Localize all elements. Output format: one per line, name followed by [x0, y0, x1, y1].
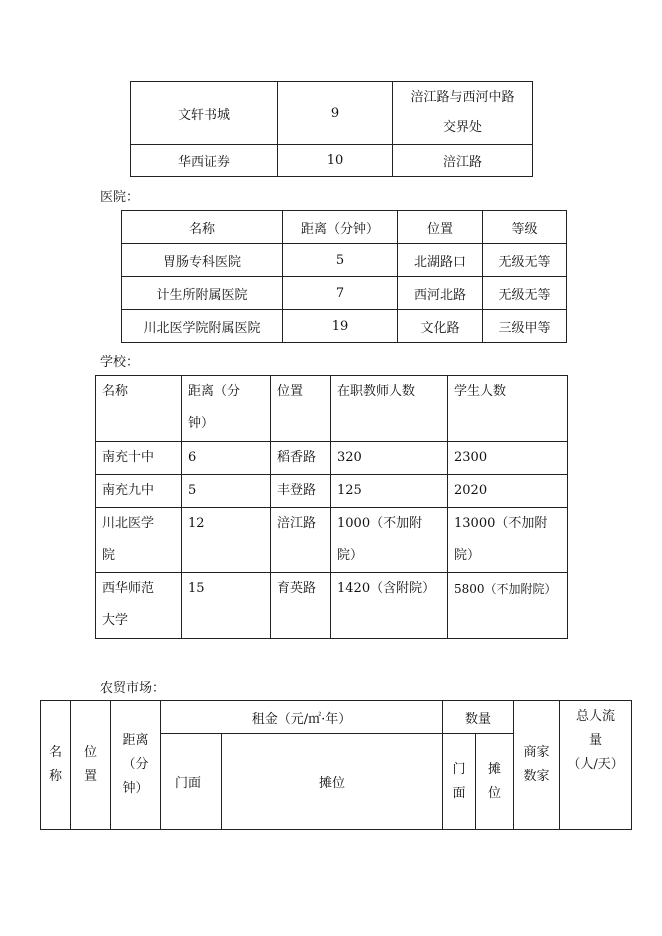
column-header [560, 701, 632, 830]
column-header [271, 376, 331, 442]
table-cell [331, 442, 448, 475]
column-header [514, 701, 560, 830]
cell-line: 川北医学 [102, 516, 155, 531]
header-line: 摊 [488, 761, 502, 777]
table-cell [393, 82, 533, 145]
table-row [122, 277, 567, 310]
column-header: 摊位 [222, 734, 443, 830]
table-cell [331, 573, 448, 639]
table-cell [331, 475, 448, 508]
cell-line: 涪江路与西河中路 [410, 90, 515, 105]
table-row [96, 475, 568, 508]
cell-line: 院） [454, 548, 481, 563]
cell-line: 2300 [454, 450, 488, 465]
table-header-row [41, 701, 632, 734]
table-row [122, 244, 567, 277]
cell-line: 15 [188, 581, 205, 596]
header-line: 称 [48, 769, 62, 784]
table-cell: 涪江路 [393, 145, 533, 177]
table-cell [271, 442, 331, 475]
column-header [443, 734, 476, 830]
column-header [161, 734, 222, 830]
table-row [131, 145, 533, 177]
table-cell [96, 573, 182, 639]
header-line: 置 [83, 769, 97, 784]
school-section-label: 学校： [100, 355, 140, 370]
table-cell [448, 475, 568, 508]
cell-line: 大学 [102, 613, 129, 628]
column-header: 位置 [398, 211, 483, 244]
table-cell [271, 508, 331, 573]
header-line: 面 [452, 785, 466, 801]
column-header: 距离（分钟） [283, 211, 398, 244]
header-line: 总人流 [576, 709, 616, 724]
header-line: 数家 [523, 769, 550, 784]
column-header [96, 376, 182, 442]
header-teachers: 在职教师人数 [337, 384, 416, 399]
column-header [71, 701, 111, 830]
table-cell [448, 573, 568, 639]
table-cell: 无级无等 [483, 277, 567, 310]
header-line: 门面 [175, 776, 202, 791]
header-line: 钟） [122, 781, 149, 796]
table-header-row [96, 376, 568, 442]
column-header [448, 376, 568, 442]
cell-line: 南充十中 [102, 450, 155, 465]
table-cell: 计生所附属医院 [122, 277, 283, 310]
table-cell [96, 508, 182, 573]
table-row [96, 442, 568, 475]
column-header [41, 701, 71, 830]
header-name: 名称 [102, 384, 129, 399]
column-header [476, 734, 514, 830]
header-line: 位 [83, 745, 97, 760]
table-cell [182, 442, 271, 475]
cell-line: 13000（不加附 [454, 516, 548, 531]
column-header: 租金（元/㎡·年） [161, 701, 443, 734]
table-row [131, 82, 533, 145]
header-line: （分 [122, 757, 149, 772]
table-cell: 华西证券 [131, 145, 278, 177]
cell-line: 5800（不加附院） [454, 582, 557, 596]
column-header: 名称 [122, 211, 283, 244]
table-cell [331, 508, 448, 573]
header-line: 名 [48, 745, 62, 760]
table-cell [271, 573, 331, 639]
cell-line: 西华师范 [102, 581, 155, 596]
table-cell: 10 [278, 145, 393, 177]
market-section-label: 农贸市场： [100, 681, 166, 696]
cell-line: 2020 [454, 483, 488, 498]
table-cell: 9 [278, 82, 393, 145]
header-location: 位置 [277, 384, 304, 399]
cell-line: 交界处 [442, 120, 482, 135]
cell-line: 院 [102, 548, 116, 563]
table-cell: 无级无等 [483, 244, 567, 277]
header-line: （人/天） [567, 757, 624, 772]
header-line: 商家 [523, 745, 550, 760]
table-cell [182, 573, 271, 639]
table-cell: 胃肠专科医院 [122, 244, 283, 277]
table-cell [182, 475, 271, 508]
cell-line: 5 [188, 483, 197, 498]
column-header [111, 701, 161, 830]
table-row [122, 310, 567, 343]
table-cell [96, 475, 182, 508]
column-header [182, 376, 271, 442]
table-cell: 三级甲等 [483, 310, 567, 343]
header-distance-line: 钟） [188, 416, 215, 431]
school-table [95, 375, 568, 639]
cell-line: 125 [337, 483, 362, 498]
header-line: 量 [589, 733, 603, 748]
cell-line: 1000（不加附 [337, 516, 423, 531]
hospital-section-label: 医院： [100, 190, 140, 205]
table-row [96, 573, 568, 639]
table-row [96, 508, 568, 573]
table-header-row [122, 211, 567, 244]
column-header: 数量 [443, 701, 514, 734]
header-students: 学生人数 [454, 384, 507, 399]
cell-line: 育英路 [277, 581, 317, 596]
header-line: 门 [452, 761, 466, 777]
market-table [40, 700, 632, 830]
cell-line: 320 [337, 450, 362, 465]
cell-line: 丰登路 [277, 483, 317, 498]
table-cell: 文轩书城 [131, 82, 278, 145]
table-cell: 7 [283, 277, 398, 310]
header-line: 位 [488, 785, 502, 801]
hospital-table [121, 210, 567, 343]
table-cell: 文化路 [398, 310, 483, 343]
cell-line: 稻香路 [277, 450, 317, 465]
table-cell: 19 [283, 310, 398, 343]
table-cell [271, 475, 331, 508]
table-cell [96, 442, 182, 475]
column-header: 等级 [483, 211, 567, 244]
table-cell: 北湖路口 [398, 244, 483, 277]
top-table [130, 81, 533, 177]
column-header [331, 376, 448, 442]
cell-line: 12 [188, 516, 205, 531]
table-cell: 西河北路 [398, 277, 483, 310]
cell-line: 6 [188, 450, 197, 465]
table-cell [448, 442, 568, 475]
cell-line: 涪江路 [277, 516, 317, 531]
table-cell [448, 508, 568, 573]
header-distance-line: 距离（分 [188, 384, 241, 399]
table-cell [182, 508, 271, 573]
cell-line: 1420（含附院） [337, 581, 436, 596]
header-line: 距离 [122, 733, 149, 748]
table-cell: 5 [283, 244, 398, 277]
cell-line: 南充九中 [102, 483, 155, 498]
cell-line: 院） [337, 548, 364, 563]
table-cell: 川北医学院附属医院 [122, 310, 283, 343]
